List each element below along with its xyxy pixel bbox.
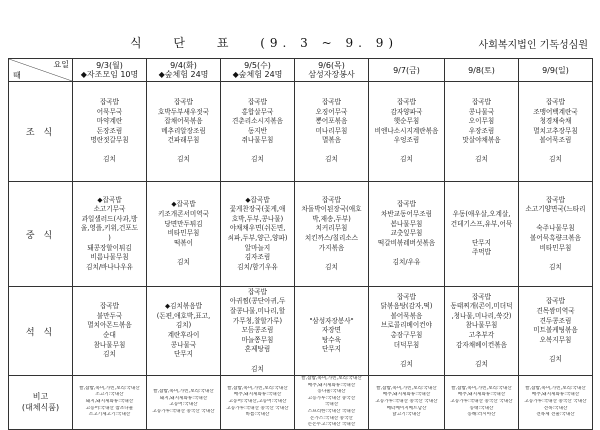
menu-item: 동지반 — [247, 126, 268, 135]
menu-item: 견춘리소시지볶음 — [232, 117, 283, 126]
origin-note-cell — [221, 376, 295, 430]
menu-item: 잡곡밥 — [471, 292, 492, 301]
origin-line: 배추,돼지제와류:국내산 — [531, 392, 580, 398]
menu-item: 건데기스프,유부,어묵 — [450, 219, 513, 228]
menu-item: 고추부각 — [468, 331, 495, 339]
menu-item: 자장면 — [321, 326, 342, 335]
menu-item: 미나리무침 — [315, 126, 348, 135]
menu-item: 비타민무침 — [539, 243, 572, 252]
menu-cell — [445, 82, 519, 182]
menu-item: 닭볶음탕(감자,떡) — [380, 302, 433, 311]
menu-item: 총잠구무침 — [390, 331, 423, 339]
corner-bottom-label: 때 — [13, 71, 21, 80]
menu-item — [295, 146, 368, 156]
menu-item: 비름나물무침 — [90, 253, 129, 262]
menu-item: 탕수육 — [321, 335, 342, 344]
menu-item: 콩나물국 — [170, 340, 197, 349]
menu-item — [147, 248, 220, 258]
day-date: 9/9(일) — [542, 65, 569, 75]
menu-item: 김치 — [549, 354, 562, 363]
menu-item: 미트볼케팅볶음 — [533, 326, 578, 335]
menu-item: 박,재송,두부) — [312, 214, 351, 223]
menu-item: 차돌박이된장국(애호 — [301, 205, 362, 214]
origin-line: 배추,돼지제와류:국내산 — [382, 392, 431, 398]
notes-label: 비고 — [32, 392, 49, 402]
menu-item: 호박두부새우젓국 — [158, 107, 209, 116]
menu-item: 알마늘지 — [244, 243, 271, 252]
origin-line: 스프리한:국내산 국내산 — [307, 408, 356, 414]
day-date: 9/4(화) — [170, 61, 197, 70]
menu-cell — [147, 287, 221, 376]
origin-line: 소고기:국내산 — [95, 392, 124, 398]
meal-row-dinner — [9, 287, 593, 376]
menu-cell — [369, 182, 445, 287]
menu-item: 잡곡밥 — [247, 97, 268, 106]
menu-item: 소고기양면국(느타리 — [525, 205, 586, 214]
origin-note-cell — [295, 376, 369, 430]
menu-cell — [73, 287, 147, 376]
menu-item: (돈편,애호박,표고, — [156, 311, 211, 320]
menu-cell — [147, 182, 221, 287]
menu-body — [9, 82, 593, 430]
menu-item — [73, 146, 146, 156]
menu-item: 잡곡밥 — [471, 97, 492, 106]
origin-line: 동해:러시아산 — [467, 412, 496, 418]
origin-line: 돈가스:국내산 중국산 — [310, 415, 353, 421]
origin-line: 돼지,돼지제와류:국내산 — [85, 399, 134, 405]
menu-item: ◆잡곡밥 — [97, 195, 122, 204]
menu-item: 치커리무침 — [315, 224, 348, 233]
menu-item: 야채채우면(쉬돈면, — [229, 224, 286, 233]
menu-item: 김치/함기우유 — [237, 262, 278, 271]
menu-item: 김치 — [177, 257, 190, 266]
menu-cell — [221, 287, 295, 376]
day-date: 9/3(월) — [96, 61, 123, 70]
origin-note-cell — [445, 376, 519, 430]
menu-item: 김치/우유 — [392, 257, 421, 266]
menu-item: 김치/바나나우유 — [86, 262, 133, 271]
origin-line: 고등어:국내산 참조나물 — [85, 405, 134, 411]
origin-line: 고등가루:국내산 중국산 국내산 — [152, 408, 215, 414]
origin-line: 배터베이지베트남산 — [386, 405, 427, 411]
menu-item — [295, 307, 368, 317]
menu-item: ◆잡곡밥 — [245, 195, 270, 204]
day-event: ◆숲체험 24명 — [232, 70, 283, 79]
menu-item: 맛살야채볶음 — [462, 136, 501, 145]
menu-item: ,청나물,미나리,쑥갓) — [451, 311, 512, 320]
menu-item: 잡곡밥 — [545, 195, 566, 204]
organization-name: 사회복지법인 기독성심원 — [478, 40, 588, 51]
menu-item: 가무청,찰할가루) — [232, 316, 283, 325]
menu-item: 아귀찜(콩단아귀,두 — [229, 297, 286, 306]
row-label: 석 식 — [9, 287, 73, 376]
menu-item — [445, 350, 518, 360]
day-header — [369, 59, 445, 82]
menu-item — [295, 253, 368, 263]
origin-line: 고등가루:국내산 중국산 국내산 — [450, 399, 513, 405]
menu-item: 더덕무침 — [393, 340, 420, 349]
menu-item: 단무지 — [471, 238, 492, 247]
menu-item: 오징어무국 — [315, 107, 348, 116]
origin-line: 쌀,잡밥,흑미,가빈,보리:국내산 — [79, 385, 140, 391]
day-date: 9/8(토) — [468, 65, 495, 75]
menu-item: 오복지무침 — [539, 335, 572, 344]
corner-top-label: 요일 — [53, 60, 69, 69]
menu-item: 마늘쫑무침 — [241, 335, 274, 344]
menu-item: 볼어묵볶음 — [390, 311, 423, 320]
day-date: 9/5(수) — [244, 61, 271, 70]
origin-line: 고등가루:국내산 중국산 국내산 — [375, 399, 438, 405]
menu-item: 숙주나물무침 — [536, 224, 575, 233]
origin-line: 쌀,잡밥,흑미,가빈,보리:국내산 — [153, 389, 214, 395]
menu-cell — [221, 182, 295, 287]
menu-cell — [519, 82, 593, 182]
menu-item: 김치 — [177, 155, 190, 164]
menu-item — [519, 345, 592, 355]
day-event: ◆숲체험 24명 — [158, 70, 209, 79]
menu-item: 비타민무침 — [167, 229, 200, 238]
menu-item: 계란후라이 — [167, 331, 200, 339]
notes-label-sub: (대체식품) — [21, 403, 60, 413]
menu-item: 잡곡밥 — [173, 97, 194, 106]
menu-item: 쥐나물무침 — [241, 136, 274, 145]
menu-item: 햇순무침 — [393, 117, 420, 126]
origin-line: 쌀,잡밥,흑미,가빈,보리:국내산 — [525, 385, 586, 391]
day-header — [73, 59, 147, 82]
menu-item: 김치 — [400, 359, 413, 368]
origin-line: 소고기제고기:국내산 — [88, 412, 131, 418]
origin-line: 고등가루:국내산 중국산 — [307, 395, 356, 401]
menu-item: 우동(애우살,오계살, — [452, 210, 511, 219]
menu-item: 김치 — [251, 155, 264, 164]
menu-item: 김치 — [325, 155, 338, 164]
menu-item: ) — [108, 234, 111, 242]
menu-item — [369, 146, 444, 156]
menu-cell — [73, 182, 147, 287]
origin-line: 닭고기:국내산 — [392, 412, 421, 418]
menu-item: 견두콩조림 — [539, 316, 572, 325]
origin-line: 고등가루:국내산 중국산 국내산 — [524, 399, 587, 405]
menu-item: 김치 — [251, 364, 264, 373]
menu-item: 호박,두부,콩나물) — [231, 214, 284, 223]
menu-item: 잡곡밥 — [545, 297, 566, 306]
header-row — [9, 59, 593, 82]
menu-item: 김치 — [475, 155, 488, 164]
menu-item: "삼성자장봉사" — [309, 316, 354, 325]
menu-item: 소고기무국 — [93, 205, 126, 214]
day-header — [519, 59, 593, 82]
menu-item: 명란젓갈무침 — [90, 136, 129, 145]
meal-row-lunch — [9, 182, 593, 287]
menu-item: 감자채베이컨볶음 — [456, 340, 507, 349]
menu-item: 순대 — [103, 331, 116, 339]
menu-item: 과일샐러드(사과,방 — [81, 214, 138, 223]
menu-item: 쇠파,두부,양근,양파) — [227, 234, 288, 242]
menu-item — [445, 146, 518, 156]
origin-line: 콩나물:국내산 — [317, 389, 346, 395]
page-title — [130, 34, 398, 51]
menu-item — [519, 146, 592, 156]
menu-item: 단무지 — [321, 345, 342, 354]
menu-item: 김치 — [325, 262, 338, 271]
menu-cell — [73, 82, 147, 182]
day-header — [295, 59, 369, 82]
origin-line: 쌀,잡밥,흑미,가빈,보리:국내산 — [376, 385, 437, 391]
menu-item: 김치 — [549, 262, 562, 271]
menu-item: 우엉조림 — [393, 136, 420, 145]
origin-line: 쌀,잡밥,흑미,가빈,보리:국내산 — [227, 385, 288, 391]
menu-item: 참나물무침 — [93, 340, 126, 349]
menu-item: 볼어묵흑량크볶음 — [530, 234, 581, 242]
menu-item: 브로콜리베이컨야 — [381, 321, 432, 330]
menu-item: 김치 — [103, 350, 116, 359]
menu-item: 김치 — [549, 155, 562, 164]
menu-item: 불만두국 — [96, 311, 123, 320]
menu-item: 돼콩장할이튀김 — [87, 243, 132, 252]
menu-cell — [519, 182, 593, 287]
corner-cell — [9, 59, 73, 82]
menu-item: 혼제탕림 — [244, 345, 271, 354]
menu-item: 잡곡밥 — [396, 292, 417, 301]
menu-cell — [295, 182, 369, 287]
menu-item: 볼어묵조림 — [539, 136, 572, 145]
menu-cell — [369, 82, 445, 182]
menu-cell — [295, 287, 369, 376]
day-header — [445, 59, 519, 82]
menu-item: 가지볶음 — [318, 243, 345, 252]
origin-line: 고등어:국내산 — [169, 402, 198, 408]
menu-item: 차반교동어무조림 — [381, 210, 432, 219]
menu-item: 잡채어묵볶음 — [164, 117, 203, 126]
menu-item: 우장조림 — [468, 126, 495, 135]
menu-item: 잘콩나물,미나리,할 — [229, 307, 286, 316]
origin-line: 배추,돼지제와류:국내산 — [233, 392, 282, 398]
origin-line: 배추,돼지제와류:국내산 — [307, 382, 356, 388]
menu-item: 떡볶이 — [173, 238, 194, 247]
menu-item — [369, 248, 444, 258]
origin-note-cell — [519, 376, 593, 430]
menu-item — [221, 355, 294, 365]
day-header — [221, 59, 295, 82]
origin-line: 바쁨:국내산 — [245, 412, 270, 418]
menu-item: 청경채숙채 — [539, 117, 572, 126]
menu-item: 김치) — [175, 321, 192, 330]
origin-line: 돼지,돼지제와류:국내산 — [159, 395, 208, 401]
menu-item: 봄나물무침 — [390, 219, 423, 228]
menu-item: 키조개콘서미역국 — [158, 210, 209, 219]
menu-item: 멸치고추장무침 — [533, 126, 578, 135]
menu-item: 꽃게찬장국(꽃게,애 — [229, 205, 286, 214]
menu-item: 뽕어포볶음 — [315, 117, 348, 126]
menu-item — [147, 146, 220, 156]
menu-item — [519, 253, 592, 263]
row-label — [9, 376, 73, 430]
menu-item: 모듬콩조림 — [241, 326, 274, 335]
origin-line: 견목제 견물:국내산 — [536, 412, 575, 418]
menu-cell — [445, 182, 519, 287]
day-event: 삼성자장봉사 — [308, 70, 355, 79]
menu-item: 김치 — [103, 155, 116, 164]
menu-item: 잡곡밥 — [396, 97, 417, 106]
menu-cell — [147, 82, 221, 182]
origin-note-cell — [73, 376, 147, 430]
menu-item: 잡곡밥 — [321, 97, 342, 106]
day-date: 9/6(목) — [318, 61, 345, 70]
origin-note-cell — [147, 376, 221, 430]
menu-item: 홍합살무국 — [241, 107, 274, 116]
menu-item: 조맹어백계란국 — [533, 107, 578, 116]
menu-item: 김치 — [475, 359, 488, 368]
menu-item: 잡곡밥 — [99, 302, 120, 311]
menu-cell — [369, 287, 445, 376]
menu-item: 비엔나소시지계란볶음 — [374, 126, 439, 135]
menu-item: ◆김치볶음밥 — [165, 302, 202, 311]
menu-item: 견목쌈미역국 — [536, 307, 575, 316]
origin-line: 돈돈두고:국내산 국내산 — [307, 422, 356, 428]
menu-item: 잡곡밥 — [247, 287, 268, 296]
menu-table — [8, 58, 593, 430]
date-range: (9. 3 ~ 9. 9) — [260, 36, 399, 50]
title-text: 식 단 표 — [130, 36, 243, 50]
menu-item: 멸치아몬드볶음 — [87, 321, 132, 330]
menu-item — [445, 229, 518, 239]
origin-line: 쌀,잡밥,흑미,가빈,보리:국내산 — [301, 376, 362, 381]
origin-line: 견목:국내산 — [543, 405, 568, 411]
menu-item: 단무지 — [173, 350, 194, 359]
menu-item: 돈장조림 — [96, 126, 123, 135]
menu-item: 어묵무국 — [96, 107, 123, 116]
menu-item: 잡곡밥 — [396, 200, 417, 209]
menu-item: 잡곡밥 — [99, 97, 120, 106]
menu-item — [221, 146, 294, 156]
menu-item: 울,영플,키위,건포도 — [80, 224, 139, 233]
origin-line: 배추,돼지제와류:국내산 — [457, 392, 506, 398]
menu-item: 건파래무침 — [167, 136, 200, 145]
menu-cell — [519, 287, 593, 376]
menu-item: 콩나물국 — [468, 107, 495, 116]
origin-line: 동태:국내산 — [469, 405, 494, 411]
menu-item: 교춧잎무침 — [390, 229, 423, 238]
menu-item: 오이무침 — [468, 117, 495, 126]
origin-note-cell — [369, 376, 445, 430]
origin-line: 국내산 — [324, 402, 339, 408]
day-header — [147, 59, 221, 82]
notes-row — [9, 376, 593, 430]
origin-line: 쌀,잡밥,흑미,가빈,보리:국내산 — [451, 385, 512, 391]
menu-item: 김치 — [400, 155, 413, 164]
menu-item: 떡갈비볶레버섯볶음 — [377, 238, 436, 247]
day-date: 9/7(금) — [393, 65, 420, 75]
menu-item: 잡곡밥 — [321, 195, 342, 204]
menu-item: 잡곡밥 — [545, 97, 566, 106]
row-label: 조 식 — [9, 82, 73, 182]
menu-item: 치킨까스/칠리소스 — [304, 234, 359, 242]
menu-item — [369, 350, 444, 360]
menu-cell — [445, 287, 519, 376]
menu-item: 멸볶음 — [321, 136, 342, 145]
row-label: 중 식 — [9, 182, 73, 287]
menu-item: 동태찌개(콘이,미더덕 — [450, 302, 513, 311]
menu-item: 참나물무침 — [465, 321, 498, 330]
meal-row-breakfast — [9, 82, 593, 182]
menu-item: 주먹밥 — [471, 248, 492, 257]
menu-item: 마약계란 — [96, 117, 123, 126]
origin-line: 고등가루:국내산 중국산 국내산 — [226, 405, 289, 411]
menu-item: 감자양파국 — [390, 107, 423, 116]
menu-cell — [295, 82, 369, 182]
menu-cell — [221, 82, 295, 182]
menu-item: 당면만두튀김 — [164, 219, 203, 228]
menu-item: ◆잡곡밥 — [171, 200, 196, 209]
origin-line: 고동어:국내산,고등어:국내산 — [228, 399, 287, 405]
menu-item: 김자조림 — [244, 253, 271, 262]
menu-item: 메추리알장조림 — [161, 126, 206, 135]
day-event: ◆자조모임 10명 — [80, 70, 139, 79]
menu-item — [519, 215, 592, 225]
